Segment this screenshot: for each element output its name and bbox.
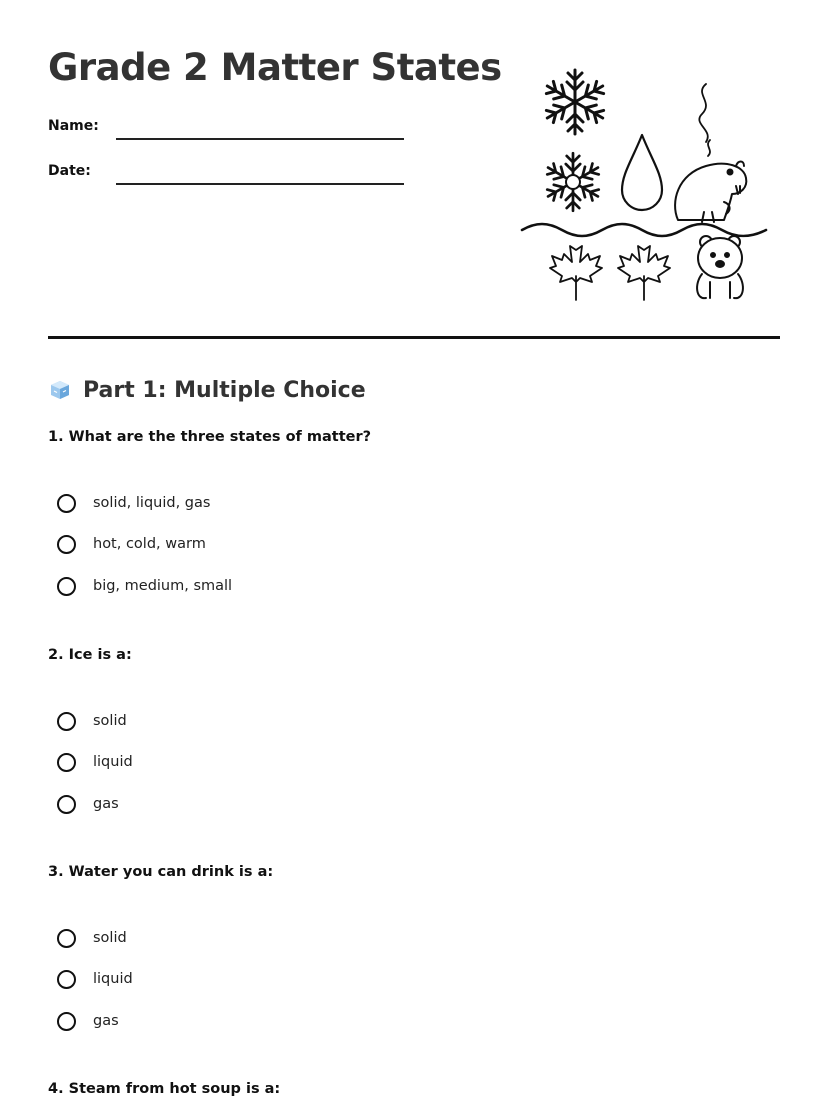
wave-icon — [522, 224, 766, 236]
option-label: solid — [93, 930, 127, 946]
snowflake-icon — [543, 70, 606, 134]
option-label: solid — [93, 713, 127, 729]
part1-header — [48, 374, 366, 406]
question-2: 2. Ice is a: — [48, 647, 132, 663]
maple-leaf-icon — [550, 246, 602, 300]
name-label: Name: — [48, 118, 99, 134]
q1-option-1[interactable] — [57, 490, 210, 516]
radio-button[interactable] — [57, 929, 76, 948]
beaver-icon — [675, 162, 746, 223]
radio-button[interactable] — [57, 535, 76, 554]
q3-option-2[interactable] — [57, 966, 133, 992]
date-field[interactable] — [48, 163, 408, 187]
q2-option-2[interactable] — [57, 749, 133, 775]
date-label: Date: — [48, 163, 91, 179]
radio-button[interactable] — [57, 712, 76, 731]
option-label: gas — [93, 1013, 119, 1029]
radio-button[interactable] — [57, 577, 76, 596]
polar-bear-icon — [697, 236, 743, 298]
steam-icon — [699, 84, 710, 156]
water-drop-icon — [622, 135, 662, 210]
ice-cube-icon — [48, 378, 72, 402]
q3-option-1[interactable] — [57, 925, 127, 951]
q3-option-3[interactable] — [57, 1008, 119, 1034]
radio-button[interactable] — [57, 970, 76, 989]
worksheet-title: Grade 2 Matter States — [48, 46, 502, 89]
radio-button[interactable] — [57, 795, 76, 814]
part1-title: Part 1: Multiple Choice — [83, 377, 366, 403]
q1-option-3[interactable] — [57, 573, 232, 599]
section-divider — [48, 336, 780, 339]
option-label: hot, cold, warm — [93, 536, 206, 552]
q2-option-1[interactable] — [57, 708, 127, 734]
radio-button[interactable] — [57, 1012, 76, 1031]
snowflake-icon — [544, 153, 601, 211]
name-field[interactable] — [48, 118, 408, 142]
question-1: 1. What are the three states of matter? — [48, 429, 372, 445]
date-line[interactable] — [116, 183, 404, 185]
matter-illustration — [518, 62, 780, 310]
option-label: solid, liquid, gas — [93, 495, 211, 511]
question-3: 3. Water you can drink is a: — [48, 864, 274, 880]
question-4: 4. Steam from hot soup is a: — [48, 1081, 281, 1097]
option-label: big, medium, small — [93, 578, 233, 594]
option-label: gas — [93, 796, 119, 812]
maple-leaf-icon — [618, 246, 670, 300]
option-label: liquid — [93, 754, 133, 770]
q2-option-3[interactable] — [57, 791, 119, 817]
radio-button[interactable] — [57, 753, 76, 772]
option-label: liquid — [93, 971, 133, 987]
radio-button[interactable] — [57, 494, 76, 513]
q1-option-2[interactable] — [57, 531, 206, 557]
name-line[interactable] — [116, 138, 404, 140]
